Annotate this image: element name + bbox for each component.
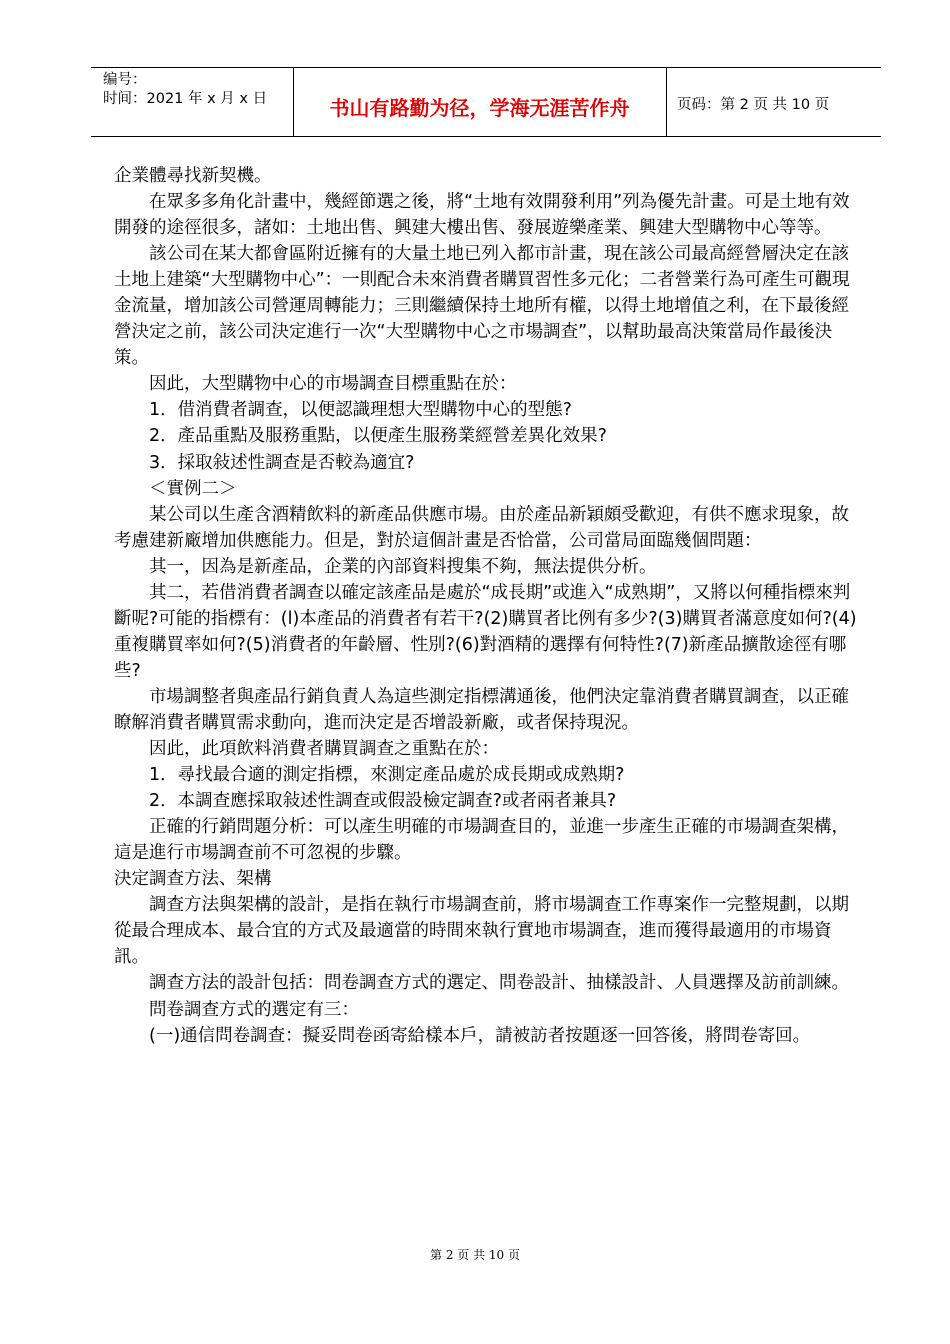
header-meta: [103, 71, 267, 109]
list-item: 2．本調查應採取敍述性調查或假設檢定調查?或者兩者兼具?: [149, 791, 617, 812]
paragraph: (一)通信問卷調查：擬妥問卷函寄給樣本戶，請被訪者按題逐一回答後，將問卷寄回。: [149, 1025, 811, 1046]
paragraph: 正確的行銷問題分析：可以產生明確的市場調查目的，並進一步產生正確的市場調查架構，這是進行市場調查前不可忽視的步驟。: [114, 817, 849, 864]
paragraph: 在眾多多角化計畫中，幾經節選之後，將“土地有效開發利用”列為優先計畫。可是土地有效開發的途徑很多，諸如：土地出售、興建大樓出售、發展遊樂產業、興建大型購物中心等等。: [114, 192, 850, 239]
list-item: 1．借消費者調查，以便認識理想大型購物中心的型態?: [149, 400, 572, 421]
paragraph: 調查方法與架構的設計，是指在執行市場調查前，將市場調查工作專案作一完整規劃，以期從最合理成本、最合宜的方式及最適當的時間來執行實地市場調查，進而獲得最適用的市場資訊。: [114, 895, 849, 968]
paragraph: 因此，大型購物中心的市場調查目標重點在於：: [149, 374, 517, 395]
paragraph: 企業體尋找新契機。: [114, 166, 272, 186]
header-top-rule: [91, 67, 881, 68]
list-item: 3．採取敍述性調查是否較為適宜?: [149, 452, 415, 473]
list-item: 1．尋找最合適的測定指標，來測定產品處於成長期或成熟期?: [149, 765, 625, 786]
paragraph: 調查方法的設計包括：問卷調查方式的選定、問卷設計、抽樣設計、人員選擇及訪前訓練。: [149, 973, 849, 994]
paragraph: 問卷調查方式的選定有三：: [149, 999, 359, 1020]
header-page-number: 页码：第 2 页 共 10 页: [677, 97, 830, 113]
paragraph: 因此，此項飲料消費者購買調查之重點在於：: [149, 739, 499, 760]
list-item: 2．產品重點及服務重點，以便產生服務業經營差異化效果?: [149, 426, 607, 447]
paragraph: 其一，因為是新產品，企業的內部資料搜集不夠，無法提供分析。: [149, 556, 657, 577]
section-heading: 決定調查方法、架構: [114, 869, 272, 890]
document-body: [114, 163, 864, 1049]
page-footer: 第 2 页 共 10 页: [430, 1248, 520, 1262]
header-bottom-rule: [91, 136, 881, 137]
paragraph: 其二，若借消費者調查以確定該產品是處於“成長期”或進入“成熟期”，又將以何種指標來判斷呢?可能的指標有：(l)本產品的消費者有若干?(2)購買者比例有多少?(3)購買者滿意度如何?(4)重複購買率如何?(5)消費者的年齡層、性別?(6)對酒精的選擇有何特性?(7)新產品擴散途徑有哪些?: [114, 582, 857, 681]
section-label: ＜實例二＞: [149, 478, 237, 499]
date-label: 时间：2021 年 x 月 x 日: [103, 91, 268, 107]
paragraph: 該公司在某大都會區附近擁有的大量土地已列入都市計畫，現在該公司最高經營層決定在該土地上建築“大型購物中心”：一則配合未來消費者購買習性多元化；二者營業行為可產生可觀現金流量，增加該公司營運周轉能力；三則繼續保持土地所有權，以得土地增值之利，在下最後經營決定之前，該公司決定進行一次“大型購物中心之市場調查”，以幫助最高決策當局作最後決策。: [114, 244, 850, 369]
header-motto: 书山有路勤为径，学海无涯苦作舟: [329, 96, 630, 120]
serial-number-label: 编号：: [103, 72, 147, 88]
paragraph: 某公司以生產含酒精飲料的新產品供應市場。由於產品新穎頗受歡迎，有供不應求現象，故考慮建新廠增加供應能力。但是，對於這個計畫是否恰當，公司當局面臨幾個問題：: [114, 504, 849, 551]
header-divider: [666, 67, 667, 136]
paragraph: 市場調整者與產品行銷負責人為這些測定指標溝通後，他們決定靠消費者購買調查，以正確瞭解消費者購買需求動向，進而決定是否增設新廠，或者保持現況。: [114, 686, 849, 733]
